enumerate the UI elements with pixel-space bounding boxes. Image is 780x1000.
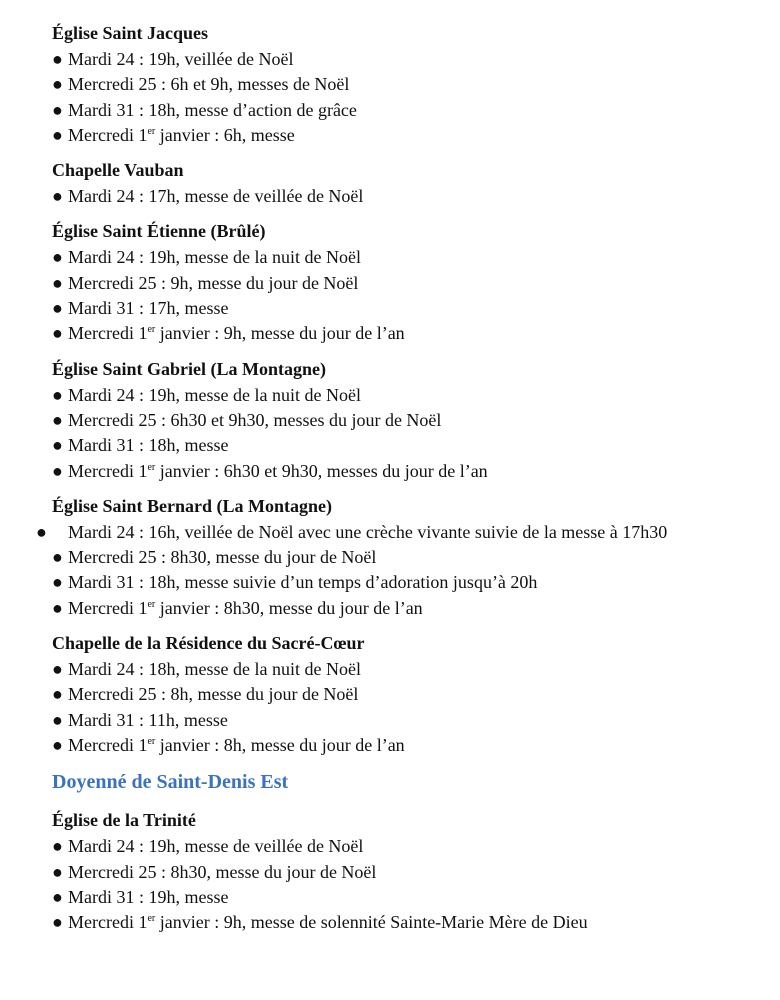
church-section xyxy=(52,809,732,935)
ordinal-suffix: er xyxy=(147,913,156,925)
schedule-text: Mardi 31 : 19h, messe xyxy=(68,886,229,907)
schedule-item xyxy=(52,733,732,758)
schedule-item xyxy=(52,72,732,97)
schedule-text: Mardi 31 : 18h, messe suivie d’un temps d’adoration jusqu’à 20h xyxy=(68,572,538,593)
schedule-item xyxy=(52,98,732,123)
schedule-item xyxy=(52,545,732,570)
bullet-icon: ● xyxy=(52,886,63,907)
schedule-text: Mercredi 25 : 6h et 9h, messes de Noël xyxy=(68,74,350,95)
ordinal-suffix: er xyxy=(147,324,156,336)
bullet-icon: ● xyxy=(52,186,63,207)
schedule-text: janvier : 9h, messe du jour de l’an xyxy=(155,323,405,344)
schedule-text: Mercredi 25 : 8h30, messe du jour de Noël xyxy=(68,861,377,882)
ordinal-suffix: er xyxy=(147,735,156,747)
schedule-item xyxy=(52,910,732,935)
schedule-item xyxy=(52,834,732,859)
schedule-item xyxy=(52,682,732,707)
schedule-item xyxy=(52,596,732,621)
bullet-icon: ● xyxy=(52,435,63,456)
mass-schedule xyxy=(36,22,732,946)
schedule-item xyxy=(36,520,732,545)
bullet-icon: ● xyxy=(52,709,63,730)
ordinal-suffix: er xyxy=(147,598,156,610)
schedule-item xyxy=(52,383,732,408)
church-section xyxy=(36,495,732,621)
church-title: Église Saint Étienne (Brûlé) xyxy=(52,221,266,242)
schedule-text: Mercredi 1 xyxy=(68,597,148,618)
church-section xyxy=(52,220,732,346)
schedule-item xyxy=(52,657,732,682)
schedule-text: Mardi 31 : 17h, messe xyxy=(68,298,229,319)
bullet-icon: ● xyxy=(52,298,63,319)
bullet-icon: ● xyxy=(52,272,63,293)
church-title: Église de la Trinité xyxy=(52,810,196,831)
bullet-icon: ● xyxy=(52,734,63,755)
bullet-icon: ● xyxy=(52,99,63,120)
bullet-icon: ● xyxy=(52,247,63,268)
church-title: Église Saint Gabriel (La Montagne) xyxy=(52,358,326,379)
bullet-icon: ● xyxy=(52,384,63,405)
bullet-icon: ● xyxy=(52,409,63,430)
ordinal-suffix: er xyxy=(147,461,156,473)
bullet-icon: ● xyxy=(36,521,47,542)
church-title: Église Saint Jacques xyxy=(52,23,209,43)
church-title: Chapelle de la Résidence du Sacré-Cœur xyxy=(52,633,365,654)
bullet-icon: ● xyxy=(52,861,63,882)
schedule-text: Mardi 24 : 16h, veillée de Noël avec une crèche vivante suivie de la messe à 17h30 xyxy=(68,521,668,542)
schedule-item xyxy=(52,433,732,458)
schedule-item xyxy=(52,296,732,321)
schedule-item xyxy=(52,184,732,209)
schedule-text: janvier : 9h, messe de solennité Sainte-Marie Mère de Dieu xyxy=(155,912,588,933)
schedule-item xyxy=(52,245,732,270)
schedule-text: Mercredi 1 xyxy=(68,460,148,481)
church-section xyxy=(52,358,732,484)
schedule-text: janvier : 6h30 et 9h30, messes du jour de l’an xyxy=(155,460,488,481)
ordinal-suffix: er xyxy=(147,125,156,137)
schedule-item xyxy=(52,271,732,296)
church-section xyxy=(52,632,732,758)
bullet-icon: ● xyxy=(52,659,63,680)
schedule-text: janvier : 6h, messe xyxy=(155,124,295,145)
schedule-text: janvier : 8h30, messe du jour de l’an xyxy=(155,597,423,618)
schedule-text: Mardi 24 : 19h, messe de veillée de Noël xyxy=(68,836,364,857)
church-section xyxy=(52,22,732,148)
schedule-text: Mercredi 1 xyxy=(68,912,148,933)
schedule-text: janvier : 8h, messe du jour de l’an xyxy=(155,734,405,755)
church-title: Chapelle Vauban xyxy=(52,160,184,181)
church-title: Église Saint Bernard (La Montagne) xyxy=(52,495,333,516)
bullet-icon: ● xyxy=(52,684,63,705)
bullet-icon: ● xyxy=(52,323,63,344)
schedule-item xyxy=(52,123,732,148)
schedule-text: Mercredi 1 xyxy=(68,323,148,344)
schedule-item xyxy=(52,47,732,72)
bullet-icon: ● xyxy=(52,74,63,95)
schedule-text: Mercredi 25 : 6h30 et 9h30, messes du jour de Noël xyxy=(68,409,442,430)
deanery-heading: Doyenné de Saint-Denis Est xyxy=(52,771,289,794)
bullet-icon: ● xyxy=(52,597,63,618)
schedule-item xyxy=(52,408,732,433)
schedule-text: Mardi 31 : 11h, messe xyxy=(68,709,228,730)
schedule-text: Mercredi 25 : 9h, messe du jour de Noël xyxy=(68,272,359,293)
schedule-text: Mardi 24 : 19h, veillée de Noël xyxy=(68,49,294,69)
schedule-item xyxy=(52,860,732,885)
bullet-icon: ● xyxy=(52,912,63,933)
schedule-text: Mardi 24 : 19h, messe de la nuit de Noël xyxy=(68,384,361,405)
schedule-text: Mercredi 25 : 8h, messe du jour de Noël xyxy=(68,684,359,705)
schedule-text: Mardi 24 : 18h, messe de la nuit de Noël xyxy=(68,659,361,680)
bullet-icon: ● xyxy=(52,460,63,481)
schedule-text: Mardi 31 : 18h, messe d’action de grâce xyxy=(68,99,357,120)
bullet-icon: ● xyxy=(52,547,63,568)
schedule-text: Mardi 31 : 18h, messe xyxy=(68,435,229,456)
church-section xyxy=(52,159,732,209)
bullet-icon: ● xyxy=(52,836,63,857)
schedule-text: Mardi 24 : 17h, messe de veillée de Noël xyxy=(68,186,364,207)
schedule-item xyxy=(52,570,732,595)
bullet-icon: ● xyxy=(52,49,63,69)
schedule-item xyxy=(52,708,732,733)
schedule-text: Mercredi 25 : 8h30, messe du jour de Noël xyxy=(68,547,377,568)
schedule-text: Mercredi 1 xyxy=(68,734,148,755)
bullet-icon: ● xyxy=(52,124,63,145)
schedule-item xyxy=(52,885,732,910)
schedule-text: Mercredi 1 xyxy=(68,124,148,145)
schedule-item xyxy=(52,321,732,346)
schedule-item xyxy=(52,459,732,484)
bullet-icon: ● xyxy=(52,572,63,593)
schedule-text: Mardi 24 : 19h, messe de la nuit de Noël xyxy=(68,247,361,268)
